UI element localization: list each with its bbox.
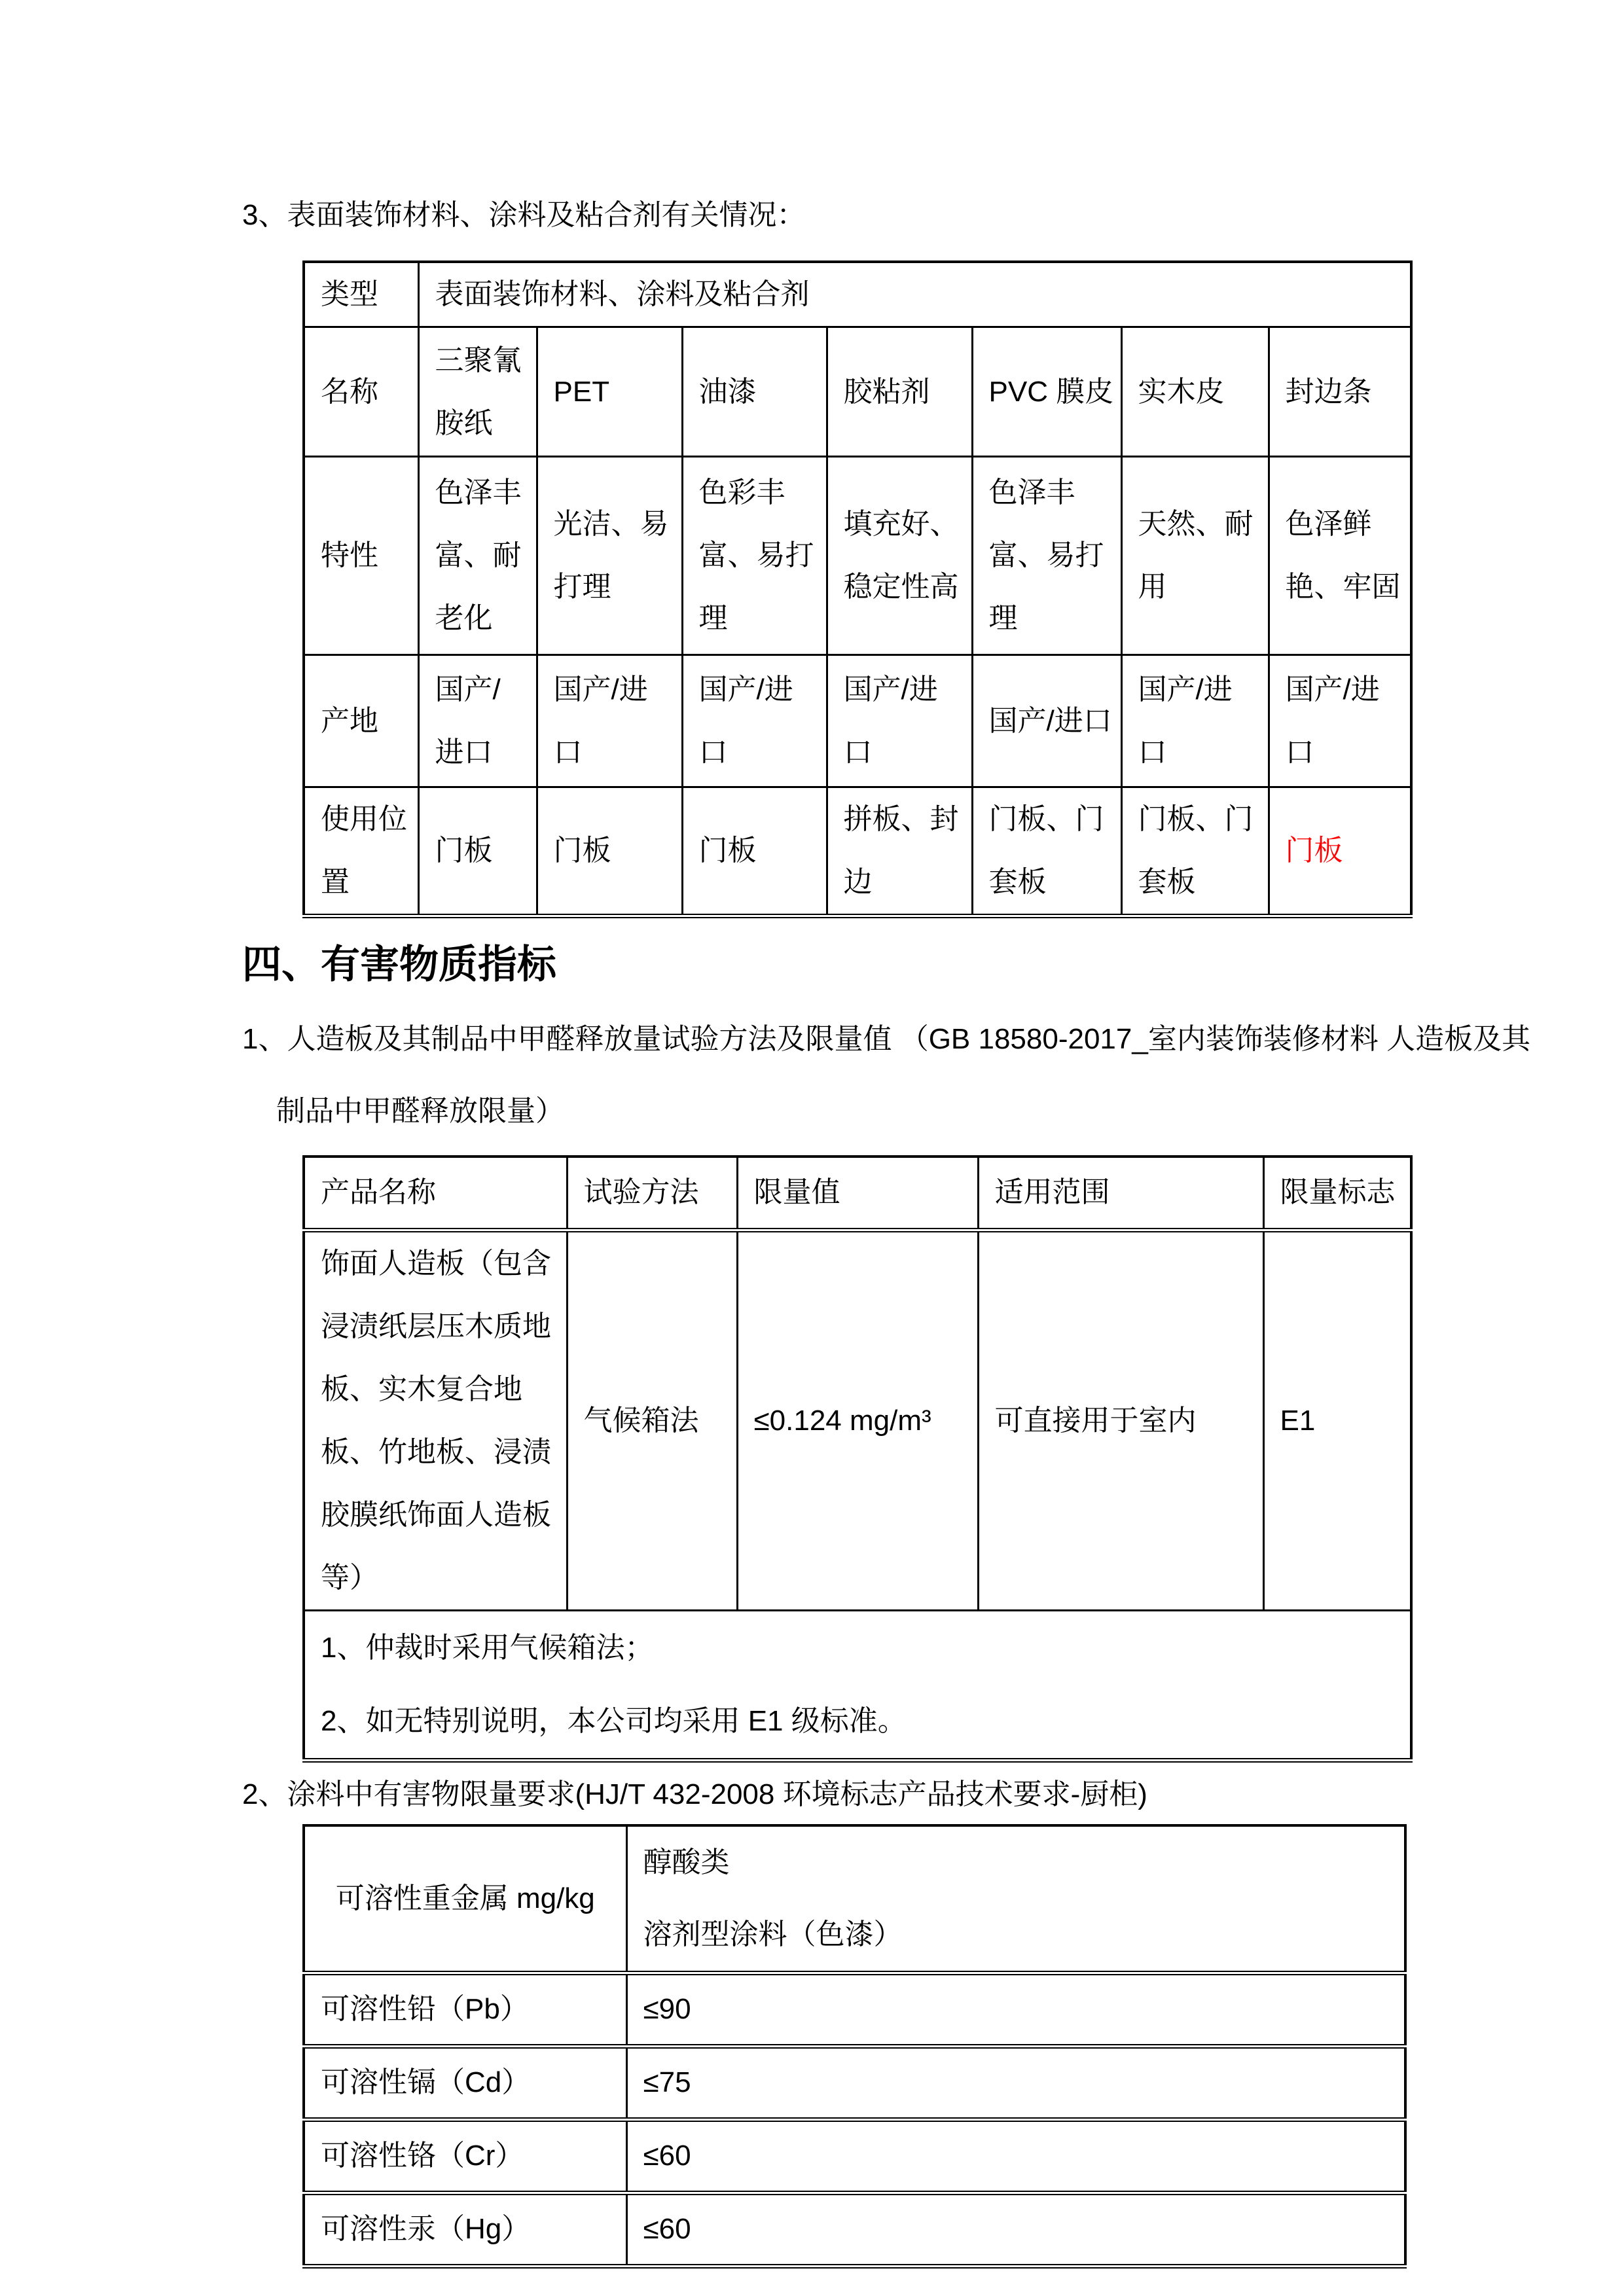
- metal-limit-cd: ≤75: [626, 2046, 1405, 2119]
- table-notes-row: [304, 1610, 1411, 1760]
- row-label-origin: 产地: [304, 655, 418, 787]
- material-origin-cell: 国产/进口: [1121, 655, 1269, 787]
- material-name-cell: PVC 膜皮: [972, 327, 1121, 457]
- surface-materials-table: [302, 260, 1413, 918]
- material-feature-cell: 填充好、稳定性高: [827, 457, 972, 655]
- material-name-cell: 实木皮: [1121, 327, 1269, 457]
- table-row: [304, 327, 1411, 457]
- table-row: [304, 2046, 1405, 2119]
- metal-label-cr: 可溶性铬（Cr）: [304, 2119, 626, 2193]
- material-feature-cell: 色泽丰富、易打理: [972, 457, 1121, 655]
- limit-value-cell: ≤0.124 mg/m³: [737, 1230, 978, 1610]
- row-label-name: 名称: [304, 327, 418, 457]
- material-position-cell: 门板: [682, 787, 827, 916]
- formaldehyde-limit-table: [302, 1155, 1413, 1763]
- metal-label-pb: 可溶性铅（Pb）: [304, 1973, 626, 2046]
- row-label-type: 类型: [304, 262, 418, 327]
- table-row: [304, 1230, 1411, 1610]
- material-position-cell: 拼板、封边: [827, 787, 972, 916]
- table-header-row: [304, 1825, 1405, 1973]
- material-position-cell: 门板、门套板: [972, 787, 1121, 916]
- header-coating-type-cell: [626, 1825, 1405, 1973]
- material-name-cell: 三聚氰胺纸: [418, 327, 537, 457]
- material-feature-cell: 光洁、易打理: [537, 457, 682, 655]
- test-method-cell: 气候箱法: [567, 1230, 737, 1610]
- item-formaldehyde-intro: 1、人造板及其制品中甲醛释放量试验方法及限量值 （GB 18580-2017_室内装饰装修材料 人造板及其制品中甲醛释放限量）: [242, 1023, 1531, 1127]
- limit-mark-cell: E1: [1263, 1230, 1411, 1610]
- metal-label-cd: 可溶性镉（Cd）: [304, 2046, 626, 2119]
- scope-cell: 可直接用于室内: [978, 1230, 1263, 1610]
- material-feature-cell: 天然、耐用: [1121, 457, 1269, 655]
- material-feature-cell: 色泽丰富、耐老化: [418, 457, 537, 655]
- material-feature-cell: 色泽鲜艳、牢固: [1269, 457, 1411, 655]
- table-row: [304, 787, 1411, 916]
- material-position-cell-highlighted: 门板: [1269, 787, 1411, 916]
- coating-type-line: 醇酸类: [643, 1846, 730, 1878]
- material-origin-cell: 国产/进口: [418, 655, 537, 787]
- item-coating-intro: 2、涂料中有害物限量要求(HJ/T 432-2008 环境标志产品技术要求-厨柜): [242, 1778, 1147, 1810]
- heading-surface-materials: 3、表面装饰材料、涂料及粘合剂有关情况：: [242, 199, 806, 231]
- note-line: 2、如无特别说明，本公司均采用 E1 级标准。: [321, 1704, 907, 1737]
- material-origin-cell: 国产/进口: [827, 655, 972, 787]
- header-soluble-metal-label: 可溶性重金属 mg/kg: [304, 1825, 626, 1973]
- coating-type-line: 溶剂型涂料（色漆）: [643, 1918, 903, 1950]
- material-feature-cell: 色彩丰富、易打理: [682, 457, 827, 655]
- material-name-cell: 胶粘剂: [827, 327, 972, 457]
- section-heading-hazardous-substances: 四、有害物质指标: [242, 942, 556, 986]
- material-origin-cell: 国产/进口: [682, 655, 827, 787]
- column-header-product: 产品名称: [304, 1157, 567, 1230]
- table-row: [304, 2193, 1405, 2266]
- product-name-cell: 饰面人造板（包含浸渍纸层压木质地板、实木复合地板、竹地板、浸渍胶膜纸饰面人造板等）: [304, 1230, 567, 1610]
- material-position-cell: 门板: [418, 787, 537, 916]
- row-label-position: 使用位置: [304, 787, 418, 916]
- metal-label-hg: 可溶性汞（Hg）: [304, 2193, 626, 2266]
- material-name-cell: 封边条: [1269, 327, 1411, 457]
- table-row: [304, 655, 1411, 787]
- material-origin-cell: 国产/进口: [1269, 655, 1411, 787]
- column-header-method: 试验方法: [567, 1157, 737, 1230]
- coating-heavy-metal-table: [302, 1824, 1407, 2269]
- material-origin-cell: 国产/进口: [972, 655, 1121, 787]
- column-header-scope: 适用范围: [978, 1157, 1263, 1230]
- material-name-cell: 油漆: [682, 327, 827, 457]
- metal-limit-hg: ≤60: [626, 2193, 1405, 2266]
- table-row: [304, 262, 1411, 327]
- row-label-feature: 特性: [304, 457, 418, 655]
- type-value-cell: 表面装饰材料、涂料及粘合剂: [418, 262, 1411, 327]
- material-position-cell: 门板: [537, 787, 682, 916]
- note-line: 1、仲裁时采用气候箱法；: [321, 1631, 654, 1664]
- material-origin-cell: 国产/进口: [537, 655, 682, 787]
- metal-limit-pb: ≤90: [626, 1973, 1405, 2046]
- material-name-cell: PET: [537, 327, 682, 457]
- table-row: [304, 2119, 1405, 2193]
- table-row: [304, 457, 1411, 655]
- table-row: [304, 1973, 1405, 2046]
- column-header-limit: 限量值: [737, 1157, 978, 1230]
- metal-limit-cr: ≤60: [626, 2119, 1405, 2193]
- notes-cell: [304, 1610, 1411, 1760]
- column-header-mark: 限量标志: [1263, 1157, 1411, 1230]
- material-position-cell: 门板、门套板: [1121, 787, 1269, 916]
- table-header-row: [304, 1157, 1411, 1230]
